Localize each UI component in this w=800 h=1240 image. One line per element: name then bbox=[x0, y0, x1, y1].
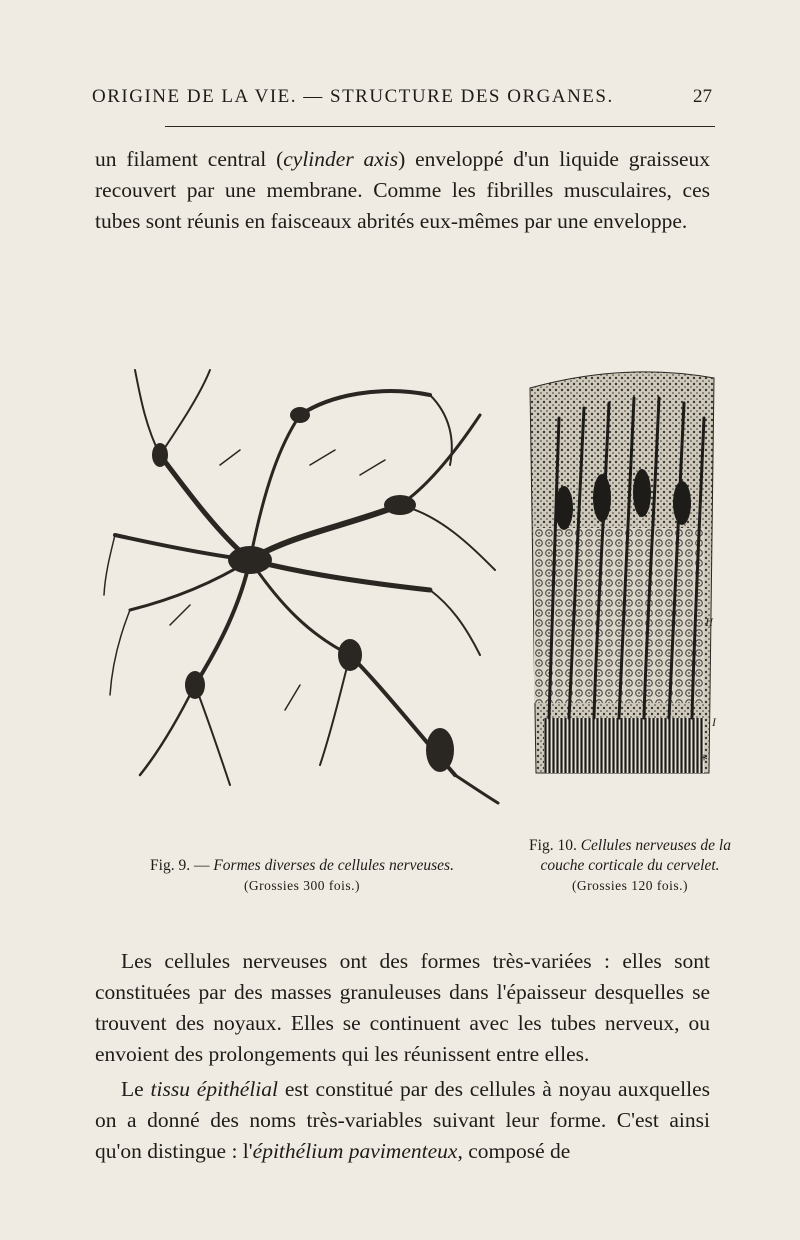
header-rule bbox=[165, 126, 715, 127]
figure-10-label-upper: II bbox=[705, 615, 713, 629]
page-number: 27 bbox=[693, 86, 712, 107]
paragraph-intro-italic: cylinder axis bbox=[283, 147, 399, 171]
paragraph-epithelial-text-c: , composé de bbox=[457, 1139, 571, 1163]
paragraph-intro-text-a: un filament central ( bbox=[95, 147, 284, 171]
figure-10-caption-prefix: Fig. 10. bbox=[529, 837, 581, 854]
paragraph-intro bbox=[95, 144, 710, 237]
figure-9-magnification: (Grossies 300 fois.) bbox=[243, 878, 361, 893]
paragraph-epithelial-text-b: est constitué par des cellules à noyau auxquelles on a donné des noms très-variables suivant leur forme. C'est ainsi qu'on distingue : l' bbox=[95, 1077, 710, 1163]
paragraph-nerve-cells-text: Les cellules nerveuses ont des formes très-variées : elles sont constituées par des masses granuleuses dans l'épaisseur desquelles se trouvent des noyaux. Elles se continuent avec les tubes nerveux, ou envoient des prolongements qui les réunissent entre elles. bbox=[95, 949, 710, 1066]
running-head bbox=[92, 86, 712, 114]
figure-10-label-bottom: * bbox=[700, 752, 708, 769]
running-title: ORIGINE DE LA VIE. — STRUCTURE DES ORGANES. bbox=[92, 86, 614, 107]
figure-9-caption-prefix: Fig. 9. — bbox=[150, 857, 214, 874]
paragraph-intro-text-b: ) enveloppé d'un liquide graisseux recouvert par une membrane. Comme les fibrilles musculaires, ces tubes sont réunis en faisceaux abrités eux-mêmes par une enveloppe. bbox=[95, 147, 710, 233]
paragraph-epithelial-text-a: Le bbox=[121, 1077, 151, 1101]
figure-9-nerve-cells-illustration bbox=[100, 355, 510, 810]
paragraph-epithelial-italic-1: tissu épithélial bbox=[150, 1077, 278, 1101]
figure-10-caption bbox=[515, 836, 745, 896]
figure-9-caption bbox=[92, 856, 512, 896]
paragraph-epithelial-tissue bbox=[95, 1074, 710, 1167]
paragraph-nerve-cells bbox=[95, 946, 710, 1070]
figure-9-caption-text: Formes diverses de cellules nerveuses. bbox=[213, 857, 454, 874]
figure-10-magnification: (Grossies 120 fois.) bbox=[571, 878, 689, 893]
figure-10-label-lower: I bbox=[712, 715, 716, 729]
paragraph-epithelial-italic-2: épithélium pavimenteux bbox=[252, 1139, 458, 1163]
figure-10-cerebellar-cortex-illustration bbox=[524, 358, 732, 818]
figure-10-caption-text: Cellules nerveuses de la couche corticale du cervelet. bbox=[540, 837, 731, 874]
